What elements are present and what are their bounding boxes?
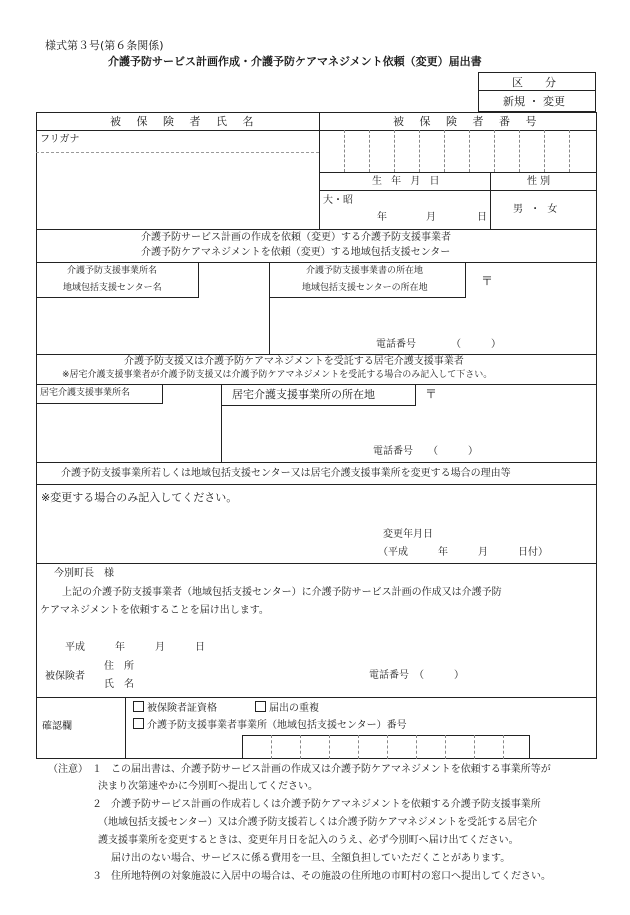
support-office-header-1: 介護予防サービス計画の作成を依頼（変更）する介護予防支援事業者 [141, 232, 451, 243]
insured-name-header: 被 保 険 者 氏 名 [110, 115, 260, 128]
dob-header: 生 年 月 日 [372, 176, 443, 187]
form-title: 介護予防サービス計画作成・介護予防ケアマネジメント依頼（変更）届出書 [108, 55, 482, 68]
dob-month-label: 月 [426, 212, 436, 223]
care-office-addr-label: 居宅介護支援事業所の所在地 [232, 388, 375, 401]
note-2-a: 介護予防サービス計画の作成若しくは介護予防ケアマネジメントを依頼する介護予防支援事業所 [111, 799, 541, 810]
note-2-d: 届け出のない場合、サービスに係る費用を一旦、全額負担していただくことがあります。 [111, 853, 511, 864]
note-2-c: 護支援事業所を変更するときは、変更年月日を記入のうえ、必ず今別町へ届け出てください。 [98, 835, 519, 846]
change-date-format[interactable]: （平成 年 月 日付） [378, 547, 548, 558]
support-office-phone: 電話番号 （ ） [376, 339, 501, 350]
care-office-name-label: 居宅介護支援事業所名 [40, 388, 131, 398]
care-office-phone: 電話番号 （ ） [373, 446, 478, 457]
furigana-label: フリガナ [40, 134, 80, 145]
change-date-label: 変更年月日 [383, 529, 433, 540]
care-office-postal: 〒 [425, 387, 438, 401]
sex-options[interactable]: 男 ・ 女 [513, 204, 560, 215]
care-office-header-1: 介護予防支援又は介護予防ケアマネジメントを受託する居宅介護支援事業者 [124, 356, 464, 367]
kubun-value[interactable]: 新規 ・ 変更 [503, 95, 565, 108]
support-office-header-2: 介護予防ケアマネジメントを依頼（変更）する地域包括支援センター [141, 247, 451, 258]
name-label: 氏 名 [104, 679, 134, 690]
support-office-name-label-2: 地域包括支援センター名 [63, 283, 162, 293]
support-office-addr-label-2: 地域包括支援センターの所在地 [302, 283, 428, 293]
notes-prefix: （注意） [48, 764, 88, 775]
confirm-item-1[interactable] [133, 701, 217, 714]
note-1-b: 決まり次第速やかに今別町へ提出してください。 [98, 781, 318, 792]
care-office-header-2: ※居宅介護支援事業者が介護予防支援又は介護予防ケアマネジメントを受託する場合のみ記入して下さい。 [62, 370, 493, 380]
dob-day-label: 日 [477, 212, 487, 223]
confirm-item-2[interactable] [255, 701, 319, 714]
note-1-a: この届出書は、介護予防サービス計画の作成又は介護予防ケアマネジメントを依頼する事業所等が [111, 764, 551, 775]
insured-label: 被保険者 [45, 671, 85, 682]
checkbox-icon[interactable] [133, 701, 144, 712]
sex-header: 性 別 [527, 176, 551, 187]
dob-year-label: 年 [377, 212, 387, 223]
confirm-item-3[interactable] [133, 718, 407, 731]
note-1-number: １ [92, 764, 102, 775]
declaration-date[interactable]: 平成 年 月 日 [65, 642, 205, 653]
support-office-postal: 〒 [481, 274, 494, 288]
era-options[interactable]: 大・昭 [323, 195, 353, 206]
confirm-label: 確認欄 [42, 721, 72, 732]
form-number: 様式第３号(第６条関係) [45, 39, 164, 52]
insured-number-header: 被 保 険 者 番 号 [393, 115, 543, 128]
note-2-number: ２ [92, 799, 102, 810]
change-reason-header: 介護予防支援事業所若しくは地域包括支援センター又は居宅介護支援事業所を変更する場合の理由等 [61, 468, 511, 479]
confirm-item-2-label: 届出の重複 [269, 703, 319, 714]
note-2-b: （地域包括支援センター）又は介護予防支援若しくは介護予防ケアマネジメントを受託する居宅介 [98, 817, 538, 828]
declaration-phone: 電話番号 （ ） [369, 670, 464, 681]
change-note: ※変更する場合のみ記入してください。 [41, 491, 238, 504]
note-3: 住所地特例の対象施設に入居中の場合は、その施設の住所地の市町村の窓口へ提出してください。 [111, 871, 551, 882]
office-number-field[interactable] [242, 735, 530, 759]
declaration-body-2: ケアマネジメントを依頼することを届け出します。 [40, 605, 269, 616]
kubun-label: 区 分 [512, 76, 556, 89]
address-label: 住 所 [104, 661, 134, 672]
addressee: 今別町長 様 [54, 568, 114, 579]
confirm-item-1-label: 被保険者証資格 [147, 703, 217, 714]
support-office-name-label-1: 介護予防支援事業所名 [67, 266, 158, 276]
note-3-number: ３ [92, 871, 102, 882]
checkbox-icon[interactable] [133, 718, 144, 729]
checkbox-icon[interactable] [255, 701, 266, 712]
support-office-addr-label-1: 介護予防支援事業書の所在地 [306, 266, 424, 276]
declaration-body-1: 上記の介護予防支援事業者（地域包括支援センター）に介護予防サービス計画の作成又は介護予防 [62, 587, 502, 598]
confirm-item-3-label: 介護予防支援事業者事業所（地域包括支援センター）番号 [147, 720, 407, 731]
